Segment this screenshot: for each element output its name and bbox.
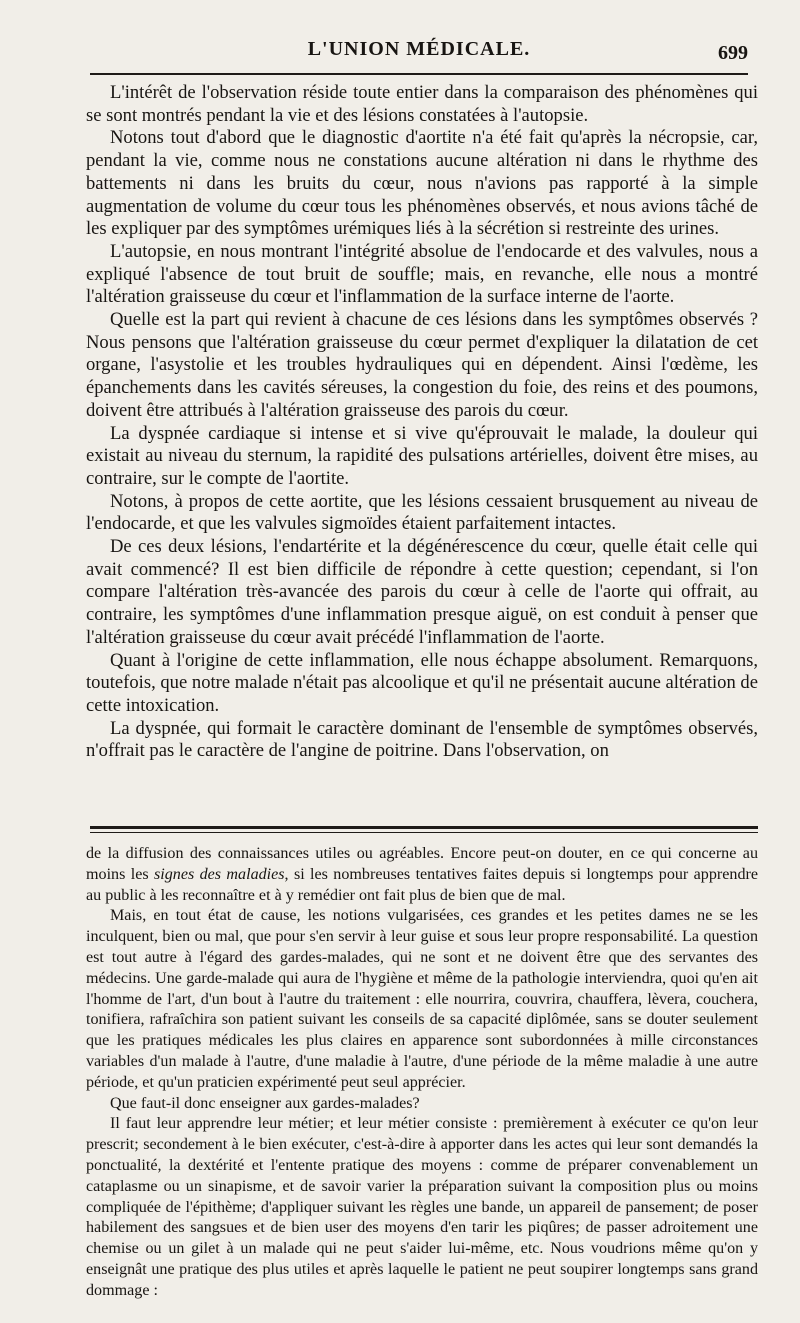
paragraph: Notons tout d'abord que le diagnostic d'aortite n'a été fait qu'après la nécropsie, car, pendant la vie, comme nous ne constations aucune altération ni dans le rhythme des battements ni dans les bruits du cœur, nous n'avions pas rapporté à la simple augmentation de volume du cœur tous les phénomènes observés, et nous avions tâché de les expliquer par des symptômes urémiques liés à la sécrétion si restreinte des urines. <box>86 127 758 240</box>
feuilleton-section <box>86 844 758 1302</box>
feuilleton-paragraph: Il faut leur apprendre leur métier; et leur métier consiste : premièrement à exécuter ce qu'on leur prescrit; secondement à le bien exécuter, c'est-à-dire à apporter dans les actes qui leur sont demandés la ponctualité, la dextérité et l'entente pratique des moyens : comme de préparer convenablement un cataplasme ou un sinapisme, et de savoir varier la préparation suivant la composition plus ou moins compliquée de l'épithème; d'appliquer suivant les règles une bande, un appareil de pansement; de poser habilement des sangsues et de bien user des moyens d'en tarir les piqûres; de passer adroitement une chemise ou un gilet à un malade qui ne peut s'aider lui-même, etc. Nous voudrions même qu'on y enseignât une pratique des plus utiles et après laquelle le patient ne peut soupirer longtemps sans grand dommage : <box>86 1115 758 1299</box>
paragraph: Quelle est la part qui revient à chacune de ces lésions dans les symptômes observés ? Nous pensons que l'altération graisseuse du cœur permet d'expliquer la dilatation de cet organe, l'asystolie et les troubles hydrauliques qui en dépendent. Ainsi l'œdème, les épanchements dans les cavités séreuses, la congestion du foie, des reins et des poumons, doivent être attribués à l'altération graisseuse des parois du cœur. <box>86 309 758 421</box>
italic-phrase: signes des maladies <box>153 865 285 883</box>
paragraph: Quant à l'origine de cette inflammation, elle nous échappe absolument. Remarquons, toutefois, que notre malade n'était pas alcoolique et qu'il ne présentait aucune altération de cette intoxication. <box>86 649 758 716</box>
header-rule <box>90 73 748 75</box>
journal-title: L'UNION MÉDICALE. <box>307 38 531 60</box>
paragraph: L'intérêt de l'observation réside toute entier dans la comparaison des phénomènes qui se sont montrés pendant la vie et des lésions constatées à l'autopsie. <box>86 82 758 126</box>
section-divider-thick <box>90 826 758 829</box>
paragraph: De ces deux lésions, l'endartérite et la dégénérescence du cœur, quelle était celle qui avait commencé? Il est bien difficile de répondre à cette question; cependant, si l'on compare l'altération très-avancée des parois du cœur à celle de l'aorte qui offrait, au contraire, les symptômes d'une inflammation presque aiguë, on est conduit à penser que l'altération graisseuse du cœur avait précédé l'inflammation de l'aorte. <box>86 536 758 648</box>
page-number: 699 <box>718 42 748 64</box>
text-run: , si les nombreuses tentatives faites depuis si longtemps pour apprendre au public à les reconnaître et à y remédier ont fait plus de bien que de mal. <box>86 865 758 904</box>
page-header <box>90 32 748 72</box>
paragraph: La dyspnée, qui formait le caractère dominant de l'ensemble de symptômes observés, n'offrait pas le caractère de l'angine de poitrine. Dans l'observation, on <box>86 717 758 762</box>
paragraph: Notons, à propos de cette aortite, que les lésions cessaient brusquement au niveau de l'endocarde, et que les valvules sigmoïdes étaient parfaitement intactes. <box>86 490 758 535</box>
paragraph: La dyspnée cardiaque si intense et si vive qu'éprouvait le malade, la douleur qui existait au niveau du sternum, la rapidité des pulsations artérielles, doivent être mises, au contraire, sur le compte de l'aortite. <box>86 422 758 489</box>
feuilleton-paragraph: Mais, en tout état de cause, les notions vulgarisées, ces grandes et les petites dames ne se les inculquent, bien ou mal, que pour s'en servir à leur guise et sous leur propre responsabilité. La question est tout autre à l'égard des gardes-malades, qui ne sont et ne doivent être que des servantes des médecins. Une garde-malade qui aura de l'hygiène et même de la pathologie interviendra, quoi qu'en ait l'homme de l'art, d'un bout à l'autre du traitement : elle nourrira, couvrira, chauffera, lèvera, couchera, tonifiera, rafraîchira son patient suivant les conseils de sa capacité diplômée, sans se douter seulement que les pratiques médicales les plus claires en apparence sont subordonnées à mille circonstances variables d'un malade à l'autre, d'une maladie à l'autre, d'une période de la même maladie à une autre période, et qu'un praticien expérimenté peut seul apprécier. <box>86 907 758 1091</box>
section-divider-thin <box>90 832 758 833</box>
text-run: de la diffusion des connaissances utiles ou agréables. Encore peut-on douter, en ce qui concerne au moins les <box>86 845 758 883</box>
main-article <box>86 82 758 763</box>
feuilleton-paragraph: Que faut-il donc enseigner aux gardes-malades? <box>110 1094 420 1112</box>
paragraph: L'autopsie, en nous montrant l'intégrité absolue de l'endocarde et des valvules, nous a expliqué l'absence de tout bruit de souffle; mais, en revanche, elle nous a montré l'altération graisseuse du cœur et l'inflammation de la surface interne de l'aorte. <box>86 240 758 308</box>
feuilleton-paragraph <box>86 844 758 906</box>
